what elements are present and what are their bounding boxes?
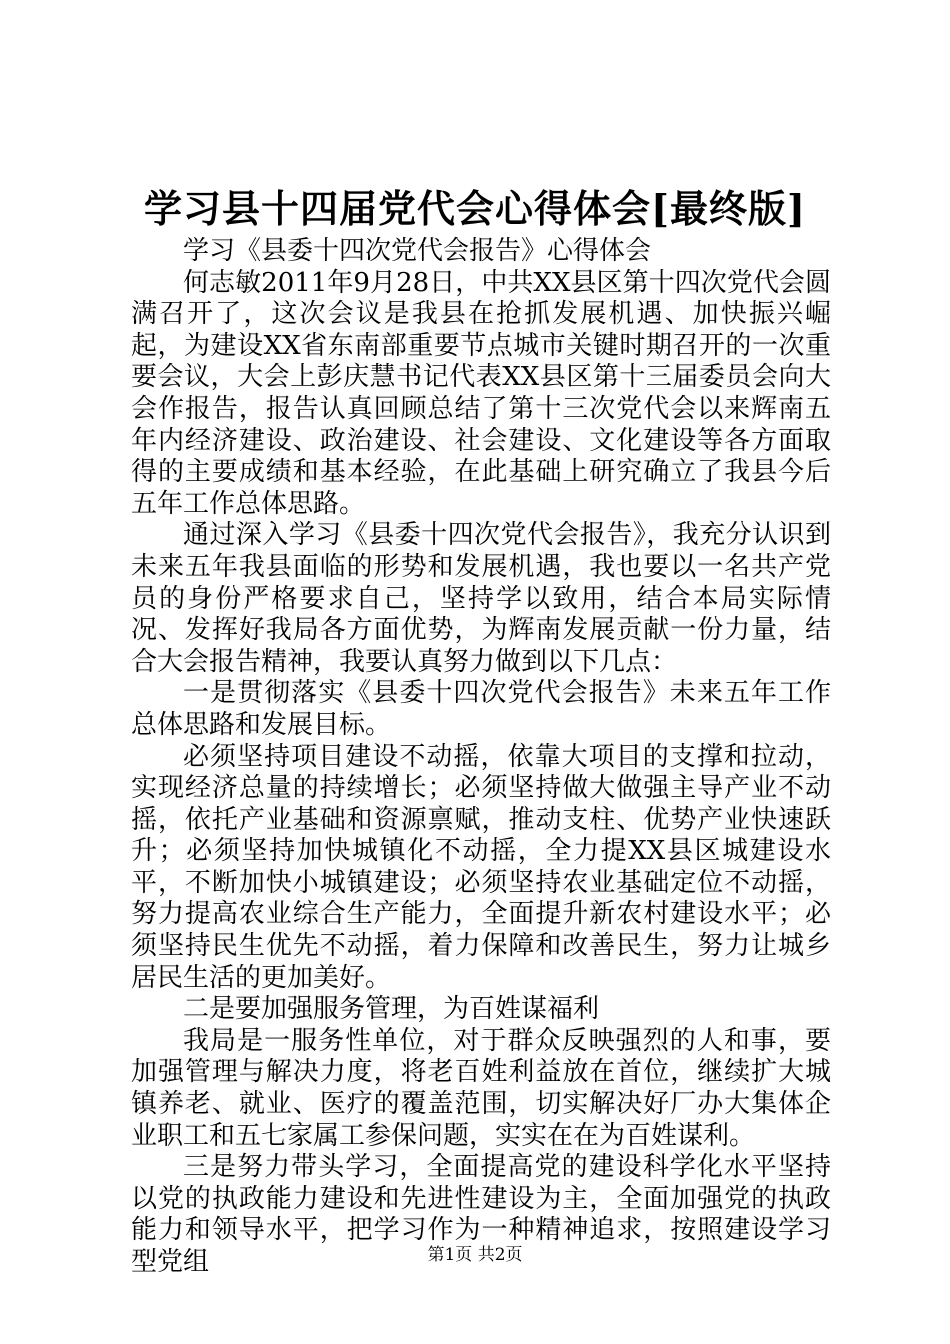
paragraph-study: 通过深入学习《县委十四次党代会报告》，我充分认识到未来五年我县面临的形势和发展机遇，我也要以一名共产党员的身份严格要求自己，坚持学以致用，结合本局实际情况、发挥好我局各方面优势，为辉南发展贡献一份力量，结合大会报告精神，我要认真努力做到以下几点： — [131, 520, 831, 677]
paragraph-requirements: 必须坚持项目建设不动摇，依靠大项目的支撑和拉动，实现经济总量的持续增长；必须坚持做大做强主导产业不动摇，依托产业基础和资源禀赋，推动支柱、优势产业快速跃升；必须坚持加快城镇化不动摇，全力提XX县区城建设水平，不断加快小城镇建设；必须坚持农业基础定位不动摇，努力提高农业综合生产能力，全面提升新农村建设水平；必须坚持民生优先不动摇，着力保障和改善民生，努力让城乡居民生活的更加美好。 — [131, 741, 831, 993]
document-body — [131, 236, 831, 1279]
paragraph-subtitle: 学习《县委十四次党代会报告》心得体会 — [183, 236, 652, 266]
paragraph-intro: 何志敏2011年9月28日，中共XX县区第十四次党代会圆满召开了，这次会议是我县在抢抓发展机遇、加快振兴崛起，为建设XX省东南部重要节点城市关键时期召开的一次重要会议，大会上彭庆慧书记代表XX县区第十三届委员会向大会作报告，报告认真回顾总结了第十三次党代会以来辉南五年内经济建设、政治建设、社会建设、文化建设等各方面取得的主要成绩和基本经验，在此基础上研究确立了我县今后五年工作总体思路。 — [131, 267, 831, 519]
paragraph-point-one: 一是贯彻落实《县委十四次党代会报告》未来五年工作总体思路和发展目标。 — [131, 678, 831, 740]
paragraph-point-two: 二是要加强服务管理，为百姓谋福利 — [183, 994, 600, 1025]
paragraph-point-three: 三是努力带头学习，全面提高党的建设科学化水平坚持以党的执政能力建设和先进性建设为主，全面加强党的执政能力和领导水平，把学习作为一种精神追求，按照建设学习型党组 — [131, 1152, 831, 1277]
page-footer: 第1页 共2页 — [427, 1245, 523, 1265]
document-title: 学习县十四届党代会心得体会[最终版] — [144, 186, 806, 231]
paragraph-service: 我局是一服务性单位，对于群众反映强烈的人和事，要加强管理与解决力度，将老百姓利益放在首位，继续扩大城镇养老、就业、医疗的覆盖范围，切实解决好厂办大集体企业职工和五七家属工参保问题，实实在在为百姓谋利。 — [131, 1025, 831, 1151]
